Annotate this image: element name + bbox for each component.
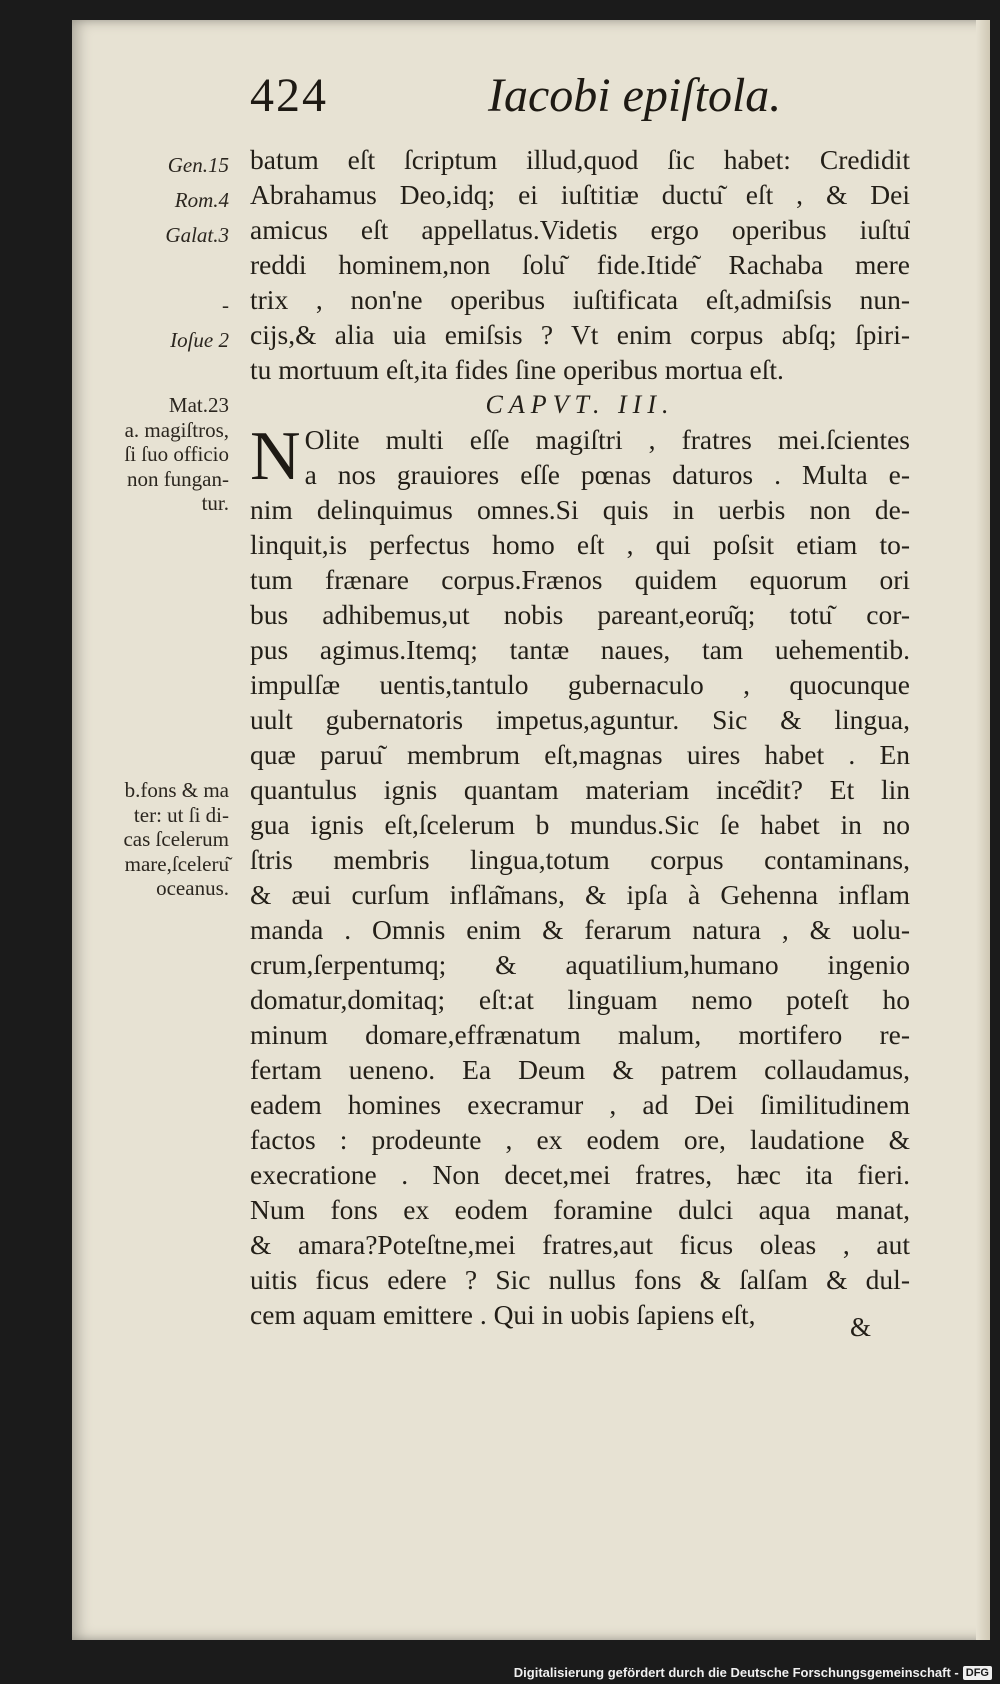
footer-text: Digitalisierung gefördert durch die Deutsche Forschungsgemeinschaft - xyxy=(513,1665,959,1680)
catchword: & xyxy=(850,1312,872,1342)
digitization-footer xyxy=(514,1665,992,1680)
margin-note-line: b.fons & ma xyxy=(124,778,229,802)
text-line: amicus eſt appellatus.Videtis ergo operibus iuſtu͂ xyxy=(250,214,910,245)
text-line: factos : prodeunte , ex eodem ore, laudatione & xyxy=(250,1124,910,1155)
margin-note-galat xyxy=(84,218,229,253)
text-line: execratione . Non decet,mei fratres, hæc ita fieri. xyxy=(250,1159,910,1190)
text-line: quæ paruu͂ membrum eſt,magnas uires habet . En xyxy=(250,739,910,770)
text-line: cijs,& alia uia emiſsis ? Vt enim corpus abſq; ſpiri- xyxy=(250,319,910,350)
text-line: Olite multi eſſe magiſtri , fratres mei.ſcientes xyxy=(304,424,910,455)
text-line: uitis ficus edere ? Sic nullus fons & ſalſam & dul- xyxy=(250,1264,910,1295)
margin-note-fons xyxy=(84,778,229,901)
page-edge-shadow xyxy=(976,20,990,1640)
text-block-before-chapter xyxy=(250,142,910,387)
text-line: tu mortuum eſt,ita fides ſine operibus mortua eſt. xyxy=(250,354,784,385)
text-line: impulſæ uentis,tantulo gubernaculo , quocunque xyxy=(250,669,910,700)
running-title: Iacobi epiſtola. xyxy=(488,69,782,122)
margin-note-line: ſi ſuo officio xyxy=(124,442,229,466)
text-line: Abrahamus Deo,idq; ei iuſtitiæ ductu͂ eſt , & Dei xyxy=(250,179,910,210)
page-number: 424 xyxy=(250,69,328,122)
margin-note-line: ter: ut ſi di- xyxy=(133,802,229,827)
drop-cap: N xyxy=(250,418,301,495)
margin-note-gen xyxy=(84,148,229,183)
margin-note-line: Galat.3 xyxy=(165,223,229,247)
text-line: uult gubernatoris impetus,aguntur. Sic & lingua, xyxy=(250,704,910,735)
text-line: bus adhibemus,ut nobis pareant,eoru͂q; totu͂ cor- xyxy=(250,599,910,630)
chapter-text xyxy=(250,418,910,1332)
text-line: eadem homines execramur , ad Dei ſimilitudinem xyxy=(250,1089,910,1120)
main-text-block xyxy=(250,142,910,1332)
text-line: a nos grauiores eſſe pœnas daturos . Multa e- xyxy=(304,459,910,490)
margin-note-line: Gen.15 xyxy=(167,153,229,177)
text-line: quantulus ignis quantam materiam ince͂dit? Et lin xyxy=(250,774,910,805)
margin-note-line: Rom.4 xyxy=(174,188,229,212)
text-line: fertam ueneno. Ea Deum & patrem collaudamus, xyxy=(250,1054,910,1085)
text-line: manda . Omnis enim & ferarum natura , & uolu- xyxy=(250,914,910,945)
text-line: Num fons ex eodem foramine dulci aqua manat, xyxy=(250,1194,910,1225)
margin-note-line: - xyxy=(222,293,229,317)
text-line: batum eſt ſcriptum illud,quod ſic habet: Credidit xyxy=(250,144,910,175)
margin-note-line: Mat.23 xyxy=(168,393,229,417)
margin-note-line: tur. xyxy=(201,491,229,515)
text-line: crum,ſerpentumq; & aquatilium,humano ingenio xyxy=(250,949,910,980)
text-line: domatur,domitaq; eſt:at linguam nemo poteſt ho xyxy=(250,984,910,1015)
text-line: cem aquam emittere . Qui in uobis ſapiens eſt, xyxy=(250,1299,756,1330)
text-line: nim delinquimus omnes.Si quis in uerbis non de- xyxy=(250,494,910,525)
text-line: linquit,is perfectus homo eſt , qui poſsit etiam to- xyxy=(250,529,910,560)
dfg-logo: DFG xyxy=(963,1666,992,1680)
text-line: tum frænare corpus.Frænos quidem equorum ori xyxy=(250,564,910,595)
margin-note-line: Ioſue 2 xyxy=(170,328,229,352)
text-line: reddi hominem,non ſolu͂ fide.Itide͂ Rachaba mere xyxy=(250,249,910,280)
chapter-heading: CAPVT. III. xyxy=(485,390,675,419)
text-line: ſtris membris lingua,totum corpus contaminans, xyxy=(250,844,910,875)
text-line: minum domare,effrænatum malum, mortifero re- xyxy=(250,1019,910,1050)
margin-note-line: oceanus. xyxy=(156,876,229,900)
margin-note-line: cas ſcelerum xyxy=(123,827,229,851)
margin-note-line: a. magiſtros, xyxy=(124,417,229,442)
text-line: pus agimus.Itemq; tantæ naues, tam uehementib. xyxy=(250,634,910,665)
margin-note-dash xyxy=(84,288,229,323)
margin-note-iosue xyxy=(84,323,229,358)
text-line: & æui curſum infla͂mans, & ipſa à Gehenna inflam xyxy=(250,879,910,910)
text-line: trix , non'ne operibus iuſtificata eſt,admiſsis nun- xyxy=(250,284,910,315)
margin-note-rom xyxy=(84,183,229,218)
margin-note-mat xyxy=(84,393,229,516)
margin-note-line: non fungan- xyxy=(126,466,229,491)
text-line: & amara?Poteſtne,mei fratres,aut ficus oleas , aut xyxy=(250,1229,910,1260)
margin-note-line: mare,ſceleru͂ xyxy=(124,851,229,876)
text-line: gua ignis eſt,ſcelerum b mundus.Sic ſe habet in no xyxy=(250,809,910,840)
